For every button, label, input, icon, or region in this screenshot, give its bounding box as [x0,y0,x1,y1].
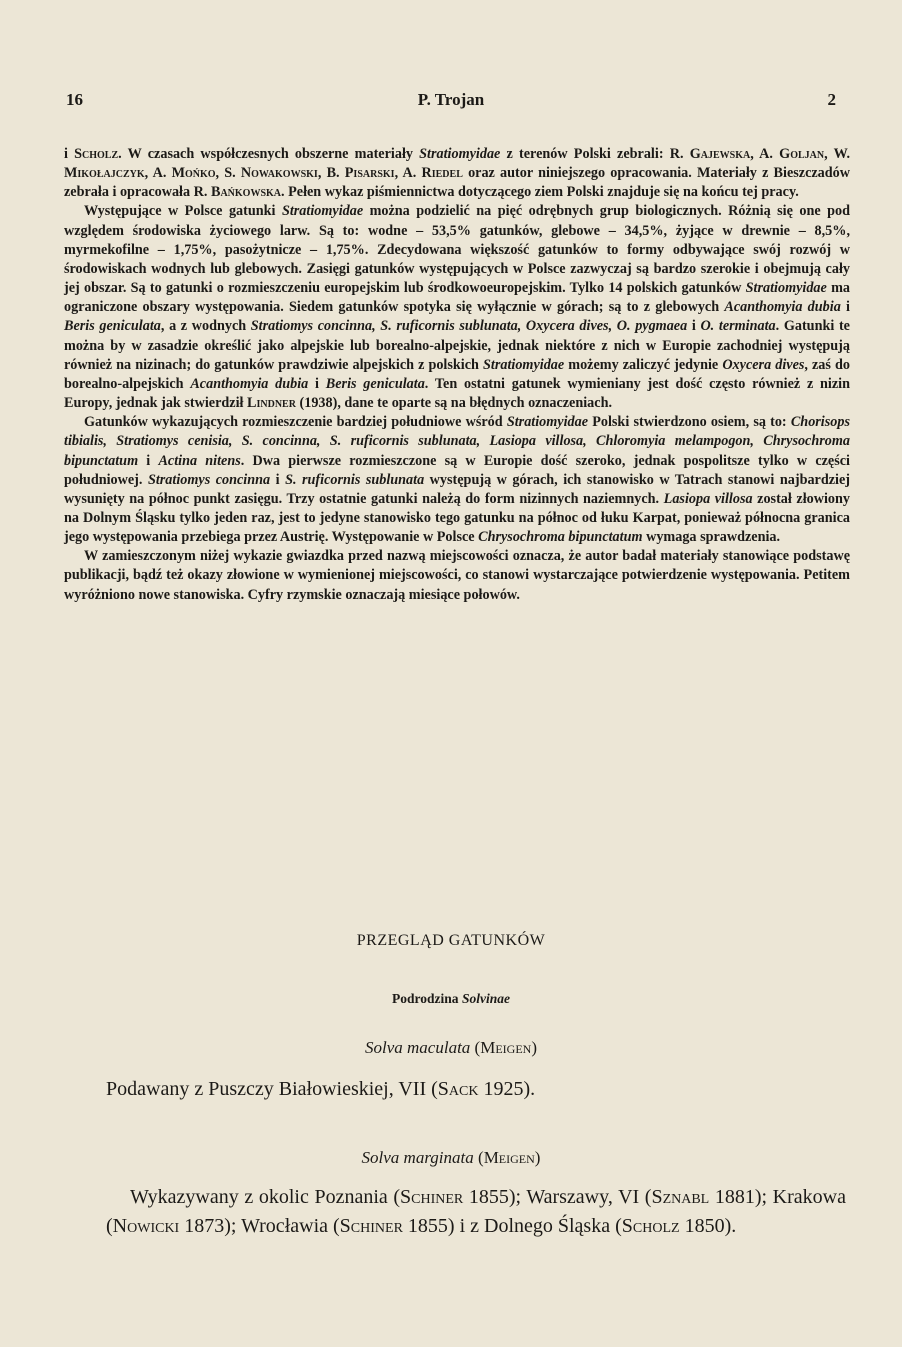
text-run: Gatunków wykazujących rozmieszczenie bardziej południowe wśród [84,414,507,431]
text-run: i [840,299,850,316]
taxon-name: Beris geniculata [325,375,425,392]
text-run: , A. [144,165,172,182]
taxon-name: Actina nitens [158,452,241,469]
text-run: , W. [824,146,851,162]
text-run: występują w górach, ich stanowisko w Tatrach stanowi najbardziej wysunięty na północ punkt zasięgu. Trzy ostatnie gatunki należą do form nizinnych naziemnych. [64,471,850,507]
text-run: . W czasach współczesnych obszerne materiały [118,146,420,162]
author-name: Sack [437,1078,479,1100]
taxon-name: Chrysochroma bipunctatum [478,529,643,546]
species-author: Meigen [483,1148,535,1167]
author-name: Nowakowski [240,165,318,182]
text-run: oraz autor niniejszego opracowania. Materiały z Bieszczadów zebrała i opracowała R. [64,165,850,201]
taxon-name: Stratiomyidae [506,414,589,431]
text-run: 1850). [679,1215,737,1237]
text-run: . Dwa pierwsze rozmieszczone są w Europie dość szeroko, jednak pospolitsze tylko w części południowej. [64,452,850,488]
paragraph-4 [64,547,850,604]
text-run: został złowiony na Dolnym Śląsku tylko jeden raz, jest to jedyne stanowisko tego gatunku na północ od łuku Karpat, ponieważ północna granica jego występowania przebiega przez Austrię. Występowanie w Polsce [64,490,851,546]
page-number: 16 [66,90,83,109]
text-run: 1925). [478,1078,536,1100]
paragraph-3 [64,413,850,547]
text-run: , A. [750,146,780,162]
text-run: i [64,146,75,162]
taxon-name: Stratiomys concinna [147,471,271,488]
author-name: Scholz [74,146,119,162]
species-record [106,1075,846,1104]
author-name: Nowicki [112,1215,180,1237]
text-run: 1855) i z Dolnego Śląska ( [402,1215,622,1237]
text-run: i [308,375,326,392]
author-name: Mikołajczyk [64,165,145,182]
text-run: Występujące w Polsce gatunki [84,203,282,220]
text-run: można podzielić na pięć odrębnych grup biologicznych. Różnią się one pod względem środowiska życiowego larw. Są to: wodne – 53,5% gatunków, glebowe – 34,5%, żyjące w drewnie – 8,5%, myrmekofilne – 1,75%, pasożytnicze – 1,75%. Zdecydowana większość gatunków to formy odbywające swój rozwój w środowiskach wodnych lub glebowych. Zasięgi gatunków występujących w Polsce zazwyczaj są bardzo szerokie i obejmują cały jej obszar. Są to gatunki o rozmieszczeniu europejskim lub środkowoeuropejskim. Tylko 14 polskich gatunków [64,203,850,297]
text-run: Podawany z Puszczy Białowieskiej, VII ( [106,1078,438,1100]
text-run: 1855); Warszawy, VI ( [463,1186,652,1208]
author-name: Lindner [247,395,296,412]
section-number: 2 [827,90,836,109]
species-name: Solva maculata [365,1038,471,1057]
text-run: , S. [215,165,241,182]
text-run: i [687,318,701,335]
text-run: ma ograniczone obszary występowania. Siedem gatunków spotyka się wyłącznie w górach; są to z glebowych [64,280,850,316]
taxon-name: Beris geniculata [64,318,161,335]
taxon-name: Oxycera dives [722,356,805,373]
subfamily-name: Solvinae [461,991,510,1006]
species-heading: Solva maculata (Meigen) [365,1038,537,1057]
author-name: Riedel [421,165,463,182]
text-run: (1938), dane te oparte są na błędnych oznaczeniach. [295,395,613,412]
text-run: . Ten ostatni gatunek wymieniany jest dość często również z nizin Europy, jednak jak stwierdził [64,375,851,412]
text-run: Wykazywany z okolic Poznania ( [130,1186,401,1208]
author-name: Mońko [171,165,216,182]
taxon-name: Acanthomyia dubia [190,375,309,392]
body-text [64,145,850,605]
taxon-name: Stratiomyidae [281,203,364,220]
text-run: 1881); Krakowa ( [106,1186,846,1237]
taxon-name: Stratiomyidae [483,356,565,373]
taxon-name: Stratiomys concinna, S. ruficornis sublunata, Oxycera dives, O. pygmaea [250,318,688,335]
taxon-name: Stratiomyidae [745,280,827,297]
text-run: i [270,471,286,488]
text-run: , a z wodnych [160,318,251,335]
author-name: Pisarski [344,165,395,182]
page-header [62,90,840,116]
text-run: z terenów Polski zebrali: R. [500,146,690,162]
paragraph-1 [64,145,850,202]
taxon-name: O. terminata [700,318,776,335]
text-run: Polski stwierdzono osiem, są to: [588,414,791,431]
taxon-name: Chorisops tibialis, Stratiomys cenisia, S. concinna, S. ruficornis sublunata, Lasiopa villosa, Chloromyia melampogon, Chrysochroma bipunctatum [64,414,850,469]
text-run: . Gatunki te można by w zasadzie określić jako alpejskie lub borealno-alpejskie, jednak niektóre z nich w Europie zachodniej występują również na nizinach; do gatunków prawdziwie alpejskich z polskich [64,318,850,373]
paragraph-2 [64,202,850,413]
species-author: Meigen [480,1038,532,1057]
text-run: możemy zaliczyć jedynie [564,356,723,373]
author-name: Bańkowska [210,184,282,201]
taxon-name: Lasiopa villosa [663,490,753,507]
text-run: , zaś do borealno-alpejskich [64,356,850,392]
section-heading: PRZEGLĄD GATUNKÓW [356,932,546,949]
subfamily-heading [0,991,902,1007]
species-record [106,1183,846,1241]
author-name: Scholz [621,1215,680,1237]
text-run: wymaga sprawdzenia. [642,529,781,546]
taxon-name: Stratiomyidae [419,146,501,162]
author-name: Schiner [339,1215,403,1237]
author-name: Schiner [400,1186,464,1208]
author-name: Goljan [779,146,825,162]
text-run: W zamieszczonym niżej wykazie gwiazdka przed nazwą miejscowości oznacza, że autor badał materiały stanowiące podstawę publikacji, bądź też okazy złowione w wymienionej miejscowości, co stanowi wystarczające potwierdzenie występowania. Petitem wyróżniono nowe stanowiska. Cyfry rzymskie oznaczają miesiące połowów. [64,548,850,603]
text-run: . Pełen wykaz piśmiennictwa dotyczącego ziem Polski znajduje się na końcu tej pracy. [281,184,799,201]
subfamily-prefix: Podrodzina [392,991,462,1006]
text-run: , B. [317,165,345,182]
author-name: Sznabl [651,1186,710,1208]
text-run: i [138,452,159,469]
species-heading: Solva marginata (Meigen) [361,1148,541,1167]
text-run: 1873); Wrocławia ( [179,1215,340,1237]
text-run: , A. [394,165,422,182]
taxon-name: S. ruficornis sublunata [285,471,425,488]
species-name: Solva marginata [361,1148,474,1167]
author-name: Gajewska [689,146,751,162]
running-title: P. Trojan [417,90,485,109]
taxon-name: Acanthomyia dubia [724,299,841,316]
